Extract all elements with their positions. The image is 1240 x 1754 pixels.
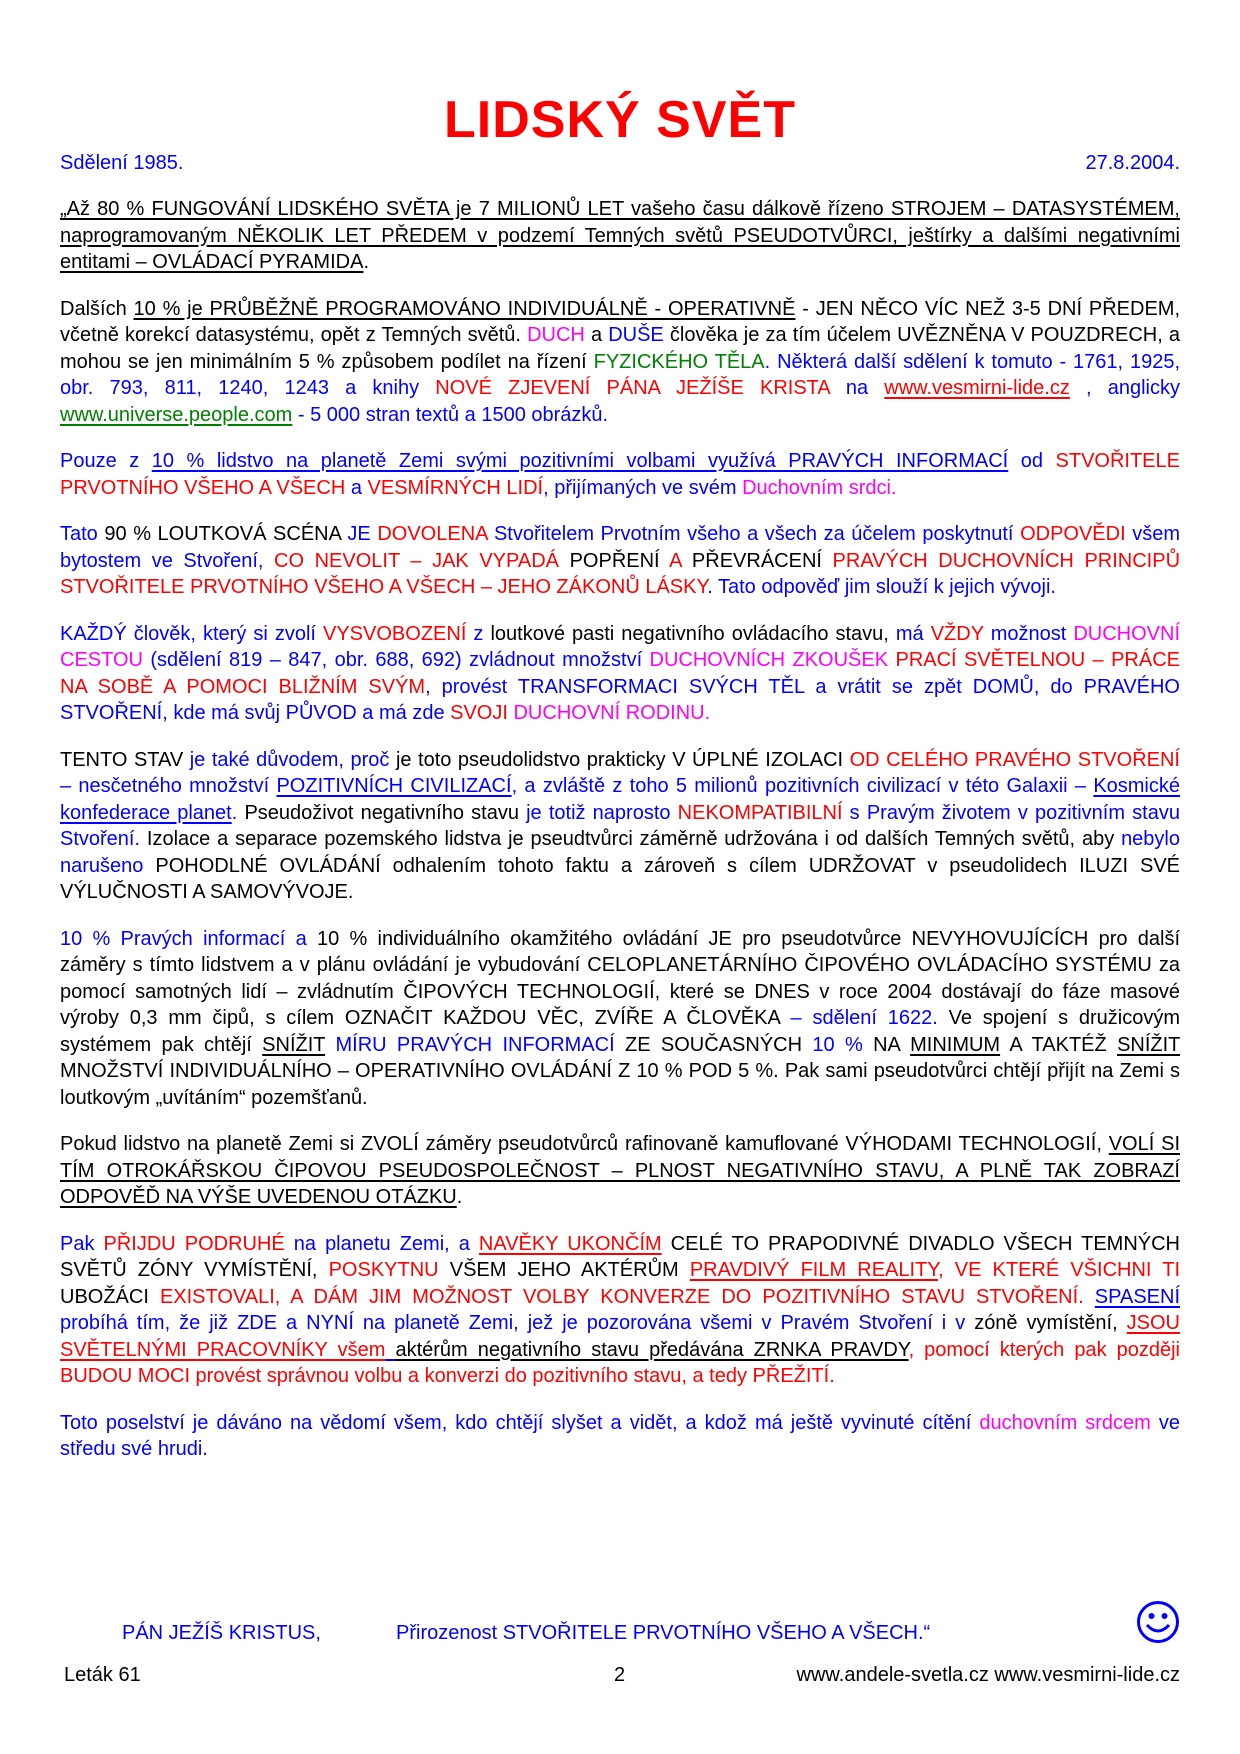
text-segment: DUCH [527, 324, 585, 346]
text-segment: . [363, 251, 369, 273]
text-segment: NAVĚKY UKONČÍM [478, 1232, 662, 1255]
text-segment: PRAVÝCH DUCHOVNÍCH PRINCIPŮ STVOŘITELE PRVOTNÍHO VŠEHO A VŠECH – JEHO ZÁKONŮ LÁSKY [60, 549, 1181, 598]
text-segment: POPŘENÍ [559, 549, 670, 572]
text-segment: . Některá další sdělení k tomuto - 1761, 1925, obr. 793, 811, 1240, 1243 a knihy [60, 350, 1181, 399]
text-segment: 10 % lidstvo na planetě Zemi svými pozitivními volbami využívá PRAVÝCH INFORMACÍ [151, 450, 1009, 472]
text-segment: 90 % LOUTKOVÁ SCÉNA [104, 523, 348, 545]
text-segment: a [345, 476, 368, 499]
text-segment: Pseudoživot negativního stavu [244, 801, 527, 824]
text-segment: JE [347, 523, 378, 545]
text-segment: DUCHOVNÍ RODINU. [513, 702, 711, 724]
text-segment: Pouze z [60, 450, 152, 472]
text-segment: OD CELÉHO PRAVÉHO STVOŘENÍ [849, 748, 1180, 771]
text-segment: DUŠE [608, 324, 664, 346]
text-segment: člověka je za tím účelem UVĚZNĚNA V POUZDRECH, a mohou se jen minimálním 5 % způsobem podílet na řízení [60, 324, 1180, 373]
text-segment: zóně vymístění, [974, 1312, 1127, 1334]
document-meta [60, 152, 1180, 175]
text-segment: 10 % individuálního okamžitého ovládání JE pro pseudotvůrce NEVYHOVUJÍCÍCH pro další záměry s tímto lidstvem a v plánu ovládání je vybudování CELOPLANETÁRNÍHO ČIPOVÉHO OVLÁDACÍHO SYSTÉMU za pomocí samotných lidí – zvládnutím ČIPOVÝCH TECHNOLOGIÍ, které se DNES v roce 2004 dostávají do fáze masové výroby 0,3 mm čipů, s cílem OZNAČIT KAŽDOU VĚC, ZVÍŘE A ČLOVĚKA [60, 927, 1180, 1029]
text-segment: POHODLNÉ OVLÁDÁNÍ odhalením tohoto faktu a zároveň s cílem UDRŽOVAT v pseudolidech ILUZI SVÉ VÝLUČNOSTI A SAMOVÝVOJE. [60, 854, 1180, 903]
text-segment: NEKOMPATIBILNÍ [677, 801, 843, 824]
web-link[interactable]: www.universe.people.com [60, 403, 293, 426]
text-segment: NOVÉ ZJEVENÍ PÁNA JEŽÍŠE KRISTA [435, 377, 830, 399]
text-segment: DUCHOVNÍCH ZKOUŠEK [649, 649, 889, 671]
text-segment: POZITIVNÍCH CIVILIZACÍ [276, 775, 512, 797]
text-segment: MNOŽSTVÍ INDIVIDUÁLNÍHO – OPERATIVNÍHO OVLÁDÁNÍ Z 10 % POD 5 %. Pak sami pseudotvůrci chtějí přijít na Zemi s loutkovým „uvítáním“ pozemšťanů. [60, 1060, 1180, 1109]
document-title: LIDSKÝ SVĚT [444, 91, 796, 149]
text-segment: Tato [60, 523, 105, 545]
paragraph [60, 1231, 1180, 1390]
paragraph [60, 196, 1180, 276]
paragraph [60, 926, 1180, 1112]
text-segment: NA [862, 1033, 911, 1056]
text-segment: Dalších [60, 297, 134, 320]
text-segment: - 5 000 stran textů a 1500 obrázků. [292, 403, 609, 426]
text-segment: je totiž naprosto [526, 801, 678, 824]
text-segment: JSOU SVĚTELNÝMI PRACOVNÍKY [60, 1312, 1180, 1361]
text-segment: VESMÍRNÝCH LIDÍ [367, 476, 544, 499]
text-segment: PRAVDIVÝ FILM REALITY [689, 1259, 939, 1281]
text-segment: SNÍŽIT [262, 1033, 326, 1056]
text-segment: CO NEVOLIT – JAK VYPADÁ [274, 549, 560, 572]
text-segment: Pak [60, 1232, 104, 1255]
text-segment: a [584, 324, 609, 346]
text-segment: duchovním srdcem [979, 1411, 1151, 1434]
text-segment: EXISTOVALI, A DÁM JIM MOŽNOST VOLBY KONVERZE DO POZITIVNÍHO STAVU STVOŘENÍ. [148, 1285, 1095, 1308]
paragraph [60, 296, 1180, 429]
text-segment: aktérům negativního stavu předávána ZRNKA PRAVDY [395, 1338, 909, 1361]
text-segment: CELÉ TO PRAPODIVNÉ DIVADLO VŠECH TEMNÝCH SVĚTŮ ZÓNY VYMÍSTĚNÍ, [60, 1232, 1180, 1281]
text-segment: POSKYTNU [328, 1259, 439, 1281]
text-segment: Pokud lidstvo na planetě Zemi si ZVOLÍ záměry pseudotvůrců rafinovaně kamuflované VÝHODAMI TECHNOLOGIÍ, [60, 1133, 1109, 1155]
text-segment: – nesčetného množství [60, 775, 277, 797]
footer-websites: www.andele-svetla.cz www.vesmirni-lide.cz [796, 1664, 1180, 1686]
text-segment: PRACÍ SVĚTELNOU – PRÁCE NA SOBĚ A POMOCI BLIŽNÍM SVÝM [60, 649, 1180, 698]
text-segment: A [669, 549, 682, 572]
document-body [60, 196, 1180, 1483]
text-segment: , má [883, 622, 931, 645]
web-link[interactable]: www.vesmirni-lide.cz [884, 377, 1070, 399]
text-segment: 10 % [812, 1033, 863, 1056]
paragraph [60, 747, 1180, 906]
text-segment [325, 1034, 335, 1056]
text-segment: , přijímaných ve svém [543, 476, 743, 499]
page-number: 2 [614, 1664, 626, 1686]
text-segment: z [466, 622, 491, 645]
text-segment: na [829, 377, 885, 399]
text-segment: , a zvláště z toho 5 milionů pozitivních civilizací v této Galaxii – [511, 775, 1094, 797]
paragraph [60, 448, 1180, 501]
text-segment: . Tato odpověď jim slouží k jejich vývoji. [707, 576, 1056, 598]
text-segment: DUCHOVNÍ CESTOU [60, 622, 1180, 671]
text-segment: Ve spojení s družicovým systémem pak chtějí [60, 1007, 1181, 1056]
text-segment: PŘIJDU PODRUHÉ [103, 1232, 285, 1255]
text-segment: ODPOVĚDI [1020, 523, 1126, 545]
text-segment: . [231, 801, 245, 824]
text-segment: Duchovním srdci. [742, 476, 897, 499]
text-segment: loutkové pasti negativního ovládacího stavu [490, 622, 884, 645]
text-segment: je také důvodem, proč [189, 748, 390, 771]
text-segment: 10 % Pravých informací a [60, 927, 307, 950]
text-segment: 10 % je PRŮBĚŽNĚ PROGRAMOVÁNO INDIVIDUÁLNĚ - OPERATIVNĚ [133, 297, 796, 320]
text-segment: PŘEVRÁCENÍ [681, 549, 833, 572]
text-segment: MINIMUM [910, 1033, 1001, 1056]
text-segment: VŽDY [930, 622, 984, 645]
text-segment: VOLÍ SI TÍM OTROKÁŘSKOU ČIPOVOU PSEUDOSPOLEČNOST – PLNOST NEGATIVNÍHO STAVU, A PLNĚ TAK ZOBRAZÍ ODPOVĚĎ NA VÝŠE UVEDENOU OTÁZKU [60, 1133, 1180, 1208]
text-segment: ZE SOUČASNÝCH [614, 1033, 813, 1056]
text-segment: - JEN NĚCO VÍC NEŽ 3-5 DNÍ PŘEDEM, včetně korekcí datasystému, opět z Temných světů. [60, 297, 1180, 346]
text-segment: DOVOLENA [377, 523, 488, 545]
text-segment: od [1008, 450, 1056, 472]
text-segment: KAŽDÝ člověk, který si zvolí [60, 622, 323, 645]
text-segment: (sdělení 819 – 847, obr. 688, 692) zvládnout množství [142, 649, 650, 671]
text-segment: SNÍŽIT [1117, 1033, 1181, 1056]
paragraph [60, 621, 1180, 727]
text-segment: , anglicky [1069, 377, 1180, 399]
text-segment: STVOŘITELE PRVOTNÍHO VŠEHO A VŠECH [60, 450, 1180, 499]
text-segment: A TAKTÉŽ [1000, 1033, 1118, 1056]
paragraph [60, 521, 1180, 601]
text-segment: VYSVOBOZENÍ [323, 622, 467, 645]
paragraph [60, 1410, 1180, 1463]
text-segment: všem bytostem ve Stvoření, [60, 523, 1180, 572]
signature-subtitle: Přirozenost STVOŘITELE PRVOTNÍHO VŠEHO A VŠECH.“ [396, 1622, 931, 1644]
text-segment: probíhá tím, že již ZDE a NYNÍ na planetě Zemi, jež je pozorována všemi v Pravém Stvoření i v [60, 1312, 975, 1334]
signature-author: PÁN JEŽÍŠ KRISTUS, [122, 1622, 321, 1644]
text-segment: Stvořitelem Prvotním všeho a všech za účelem poskytnutí [487, 523, 1021, 545]
text-segment: SVOJI [450, 702, 514, 724]
text-segment: , pomocí kterých pak později BUDOU MOCI provést správnou volbu a konverzi do pozitivního stavu, a tedy PŘEŽITÍ. [60, 1338, 1180, 1387]
text-segment: Kosmické konfederace planet [60, 775, 1181, 824]
text-segment: UBOŽÁCI [60, 1285, 149, 1308]
text-segment: všem [337, 1338, 386, 1361]
text-segment: ve středu své hrudi. [60, 1411, 1180, 1460]
text-segment: Toto poselství je dáváno na vědomí všem, kdo chtějí slyšet a vidět, a kdož má ještě vyvinuté cítění [60, 1411, 980, 1434]
text-segment: , provést TRANSFORMACI SVÝCH TĚL a vrátit se zpět DOMŮ, do PRAVÉHO STVOŘENÍ, kde má svůj PŮVOD a má zde [60, 675, 1180, 724]
paragraph [60, 1131, 1180, 1211]
text-segment: FYZICKÉHO TĚLA [593, 350, 765, 373]
text-segment: SPASENÍ [1094, 1285, 1180, 1308]
text-segment: „Až 80 % FUNGOVÁNÍ LIDSKÉHO SVĚTA je 7 MILIONŮ LET vašeho času dálkově řízeno STROJEM – DATASYSTÉMEM, naprogramovaným NĚKOLIK LET PŘEDEM v podzemí Temných světů PSEUDOTVŮRCI, ještírky a dalšími negativními entitami – OVLÁDACÍ PYRAMIDA [60, 198, 1180, 273]
text-segment: MÍRU PRAVÝCH INFORMACÍ [335, 1033, 615, 1056]
message-number: Sdělení 1985. [60, 152, 184, 174]
text-segment: TENTO STAV [60, 748, 190, 771]
text-segment [385, 1339, 395, 1361]
text-segment: VŠEM JEHO AKTÉRŮM [438, 1259, 690, 1281]
text-segment: možnost [983, 622, 1074, 645]
text-segment: , VE KTERÉ VŠICHNI TI [938, 1259, 1180, 1281]
message-date: 27.8.2004. [1085, 152, 1180, 174]
text-segment: Izolace a separace pozemského lidstva je pseudtvůrci záměrně udržována i od dalších Temných světů, aby [140, 828, 1122, 850]
text-segment: . [456, 1186, 463, 1208]
text-segment: s Pravým životem v pozitivním stavu Stvoření. [60, 801, 1180, 850]
text-segment: nebylo narušeno [60, 828, 1180, 877]
smiley-icon [1136, 1600, 1180, 1644]
text-segment: – sdělení 1622. [790, 1007, 938, 1029]
leaflet-number: Leták 61 [64, 1664, 141, 1686]
text-segment: na planetu Zemi, a [284, 1232, 479, 1255]
text-segment: je toto pseudolidstvo prakticky V ÚPLNÉ IZOLACI [389, 748, 850, 771]
